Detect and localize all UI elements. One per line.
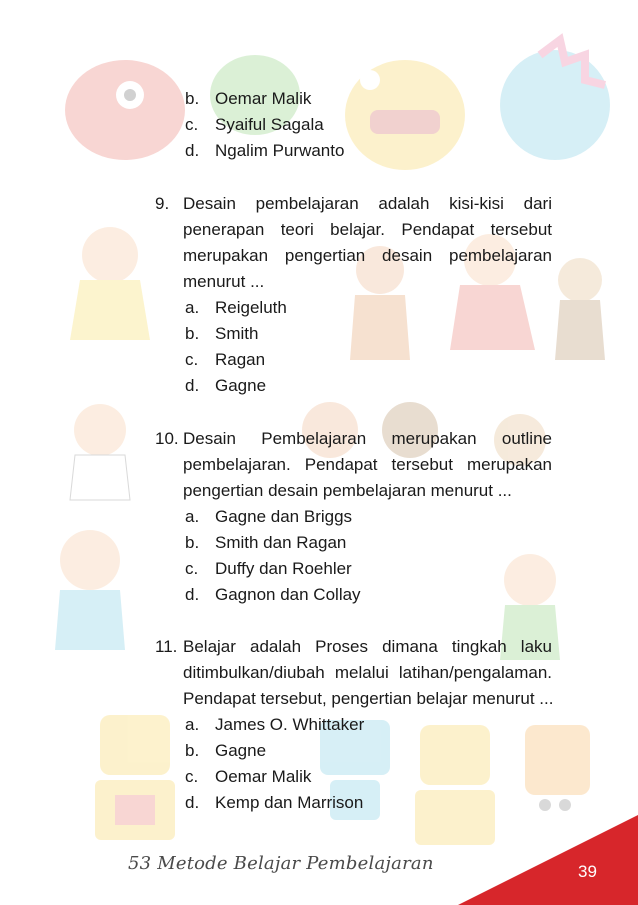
page-content: b. Oemar Malik c. Syaiful Sagala d. Ngalim Purwanto 9. Desain pembelajaran adalah kisi-kisi dari penerapan teori belajar. Pendapat tersebut merupakan pengertian desain pembelajaran menurut ... a. Reigeluth b. Smith c. Ragan d. Gagne 10. Desain Pembelajaran merupakan outline pembelajaran. Pendapat tersebut merupakan pengertian desain pembelajaran menurut ... a. Gagne dan Briggs b. Smith dan Ragan c. Duffy dan Roehler d. Gagnon dan Collay 11. Belajar adalah Proses dimana tingkah laku ditimbulkan/diubah melalui latihan/pengalaman. Pendapat tersebut, pengertian belajar menurut ... a. James O. Whittaker b. Gagne c. Oemar Malik d. Kemp dan Marrison 53 Metode Belajar Pembelajaran 39 <box>0 0 638 905</box>
page-number: 39 <box>578 862 597 881</box>
question-text-line: penerapan teori belajar. Pendapat tersebut <box>183 220 552 239</box>
question-text-line: Desain pembelajaran adalah kisi-kisi dari <box>183 194 552 213</box>
question-number: 11. <box>155 637 178 656</box>
question-text-line: Desain Pembelajaran merupakan outline <box>183 429 552 448</box>
question-text-line: pembelajaran. Pendapat tersebut merupakan <box>183 455 552 474</box>
question-number: 10. <box>155 429 179 448</box>
question-text-line: pengertian desain pembelajaran menurut ... <box>183 481 512 500</box>
question-text-line: ditimbulkan/diubah melalui latihan/pengalaman. <box>183 663 552 682</box>
question-text-line: Belajar adalah Proses dimana tingkah laku <box>183 637 552 656</box>
question-number: 9. <box>155 194 170 213</box>
question-text-line: menurut ... <box>183 272 265 291</box>
question-text-line: merupakan pengertian desain pembelajaran <box>183 246 552 265</box>
question-text-line: Pendapat tersebut, pengertian belajar menurut ... <box>183 689 554 708</box>
footer-book-title: 53 Metode Belajar Pembelajaran <box>128 853 434 874</box>
corner-decoration <box>458 815 638 905</box>
